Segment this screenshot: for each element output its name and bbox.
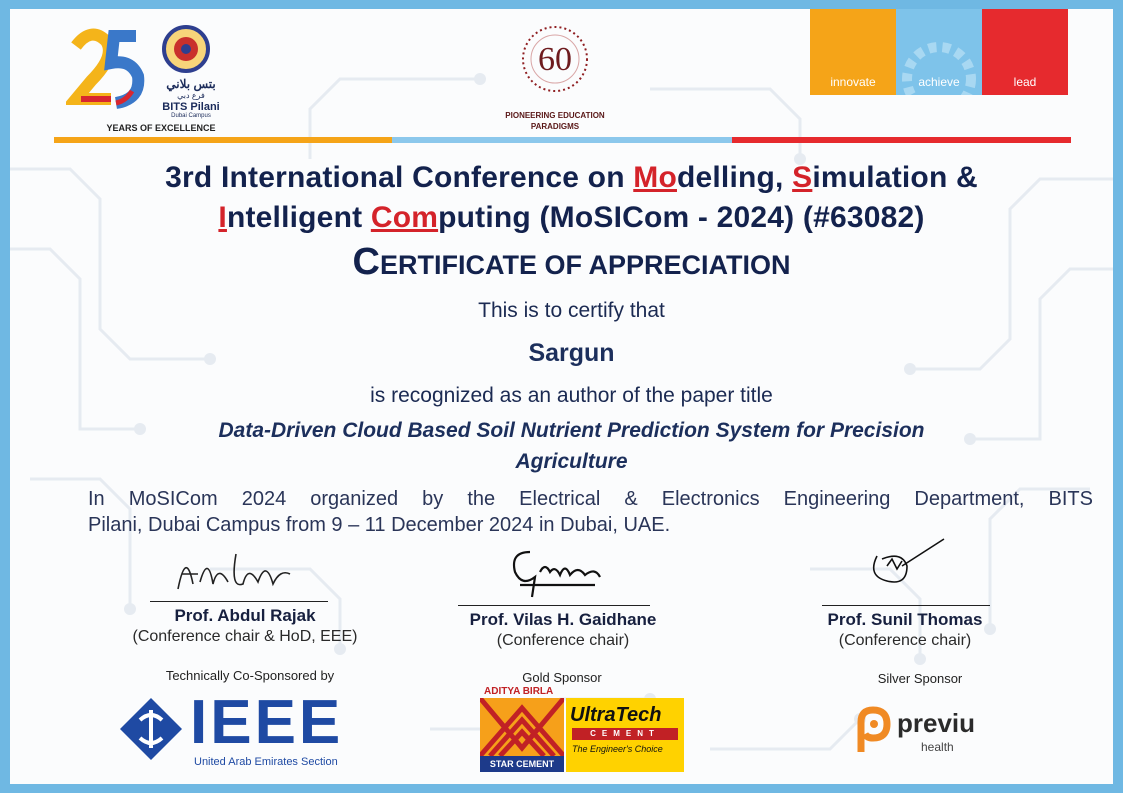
star-cement-text: STAR CEMENT [480,756,564,772]
years-25-icon [66,21,156,121]
title-text: ntelligent [226,201,371,234]
stripe-blue [392,137,732,143]
stripe-red [732,137,1071,143]
ultratech-cement: CEMENT [572,728,678,740]
previu-sub: health [921,740,954,754]
stripe-orange [54,137,392,143]
paper-title-line1: Data-Driven Cloud Based Soil Nutrient Prediction System for Precision [218,419,925,442]
bits-logo [66,21,226,136]
title-text: delling, [676,161,793,194]
ieee-section: United Arab Emirates Section [194,756,338,768]
signature-sunil-thomas [862,531,952,591]
ieee-sponsor-label: Technically Co-Sponsored by [165,668,335,683]
organized-line1: In MoSICom 2024 organized by the Electrical & Electronics Engineering Department, BITS [88,488,1093,510]
ieee-name: IEEE [190,688,344,757]
signatory-name: Prof. Sunil Thomas [827,610,983,629]
recognized-text: is recognized as an author of the paper title [370,384,773,407]
bits-emblem-icon [162,25,210,73]
title-text: imulation & [812,161,978,194]
bits-name: BITS Pilani [162,101,220,113]
title-text: 3rd International Conference on [165,161,634,194]
ultratech-box [566,698,684,772]
ieee-logo [118,688,358,772]
sixty-number: 60 [538,41,572,78]
bits-arabic: بتس بلاني [166,77,216,91]
certificate-heading-rest: ERTIFICATE OF APPRECIATION [379,250,791,280]
certify-text: This is to certify that [478,299,665,322]
certificate-initial: C [352,241,380,283]
bits-tagline: YEARS OF EXCELLENCE [106,123,216,133]
signatory-name: Prof. Vilas H. Gaidhane [469,610,657,629]
conference-title-line2 [50,201,1093,235]
title-text: puting (MoSICom - 2024) (#63082) [438,201,925,234]
aditya-birla-text: ADITYA BIRLA [484,686,554,697]
ultratech-logo [480,686,686,772]
previu-logo [853,702,1003,758]
signature-abdul-rajak [168,544,298,604]
signatory-role: (Conference chair) [496,632,630,649]
title-highlight: Com [370,201,439,234]
previu-icon [853,706,893,754]
tile-innovate [810,9,896,95]
ultratech-brand: UltraTech [570,704,662,726]
tile-achieve [896,9,982,95]
certificate-frame [10,9,1113,784]
signatory-role: (Conference chair) [838,632,972,649]
gold-sponsor-label: Gold Sponsor [522,670,602,685]
signatory-name: Prof. Abdul Rajak [174,606,316,625]
title-highlight: S [792,161,813,194]
recipient-name: Sargun [528,339,615,367]
bits-arabic-sub: فرع دبي [177,91,205,100]
tile-lead [982,9,1068,95]
ultratech-slogan: The Engineer's Choice [572,744,663,754]
conference-title-line1 [50,161,1093,195]
signature-gaidhane [500,537,610,602]
tile-lead-label: lead [1013,75,1037,89]
bits-campus: Dubai Campus [171,113,211,119]
organized-line2: Pilani, Dubai Campus from 9 – 11 December 2024 in Dubai, UAE. [88,514,671,536]
ieee-diamond-icon [118,696,184,762]
title-highlight: I [218,201,227,234]
signatory-role: (Conference chair & HoD, EEE) [132,628,358,645]
paper-title-line2: Agriculture [515,450,628,473]
sixty-line2: PARADIGMS [530,122,580,131]
signature-line [458,605,650,606]
silver-sponsor-label: Silver Sponsor [877,671,963,686]
sixty-line1: PIONEERING EDUCATION [505,111,605,120]
tile-innovate-label: innovate [830,75,876,89]
star-cement-icon [480,698,564,756]
certificate-heading [50,241,1093,284]
signature-line [150,601,328,602]
previu-name: previu [897,708,976,738]
sixty-logo [500,21,610,133]
title-highlight: Mo [633,161,677,194]
signature-line [822,605,990,606]
tile-achieve-label: achieve [918,75,960,89]
